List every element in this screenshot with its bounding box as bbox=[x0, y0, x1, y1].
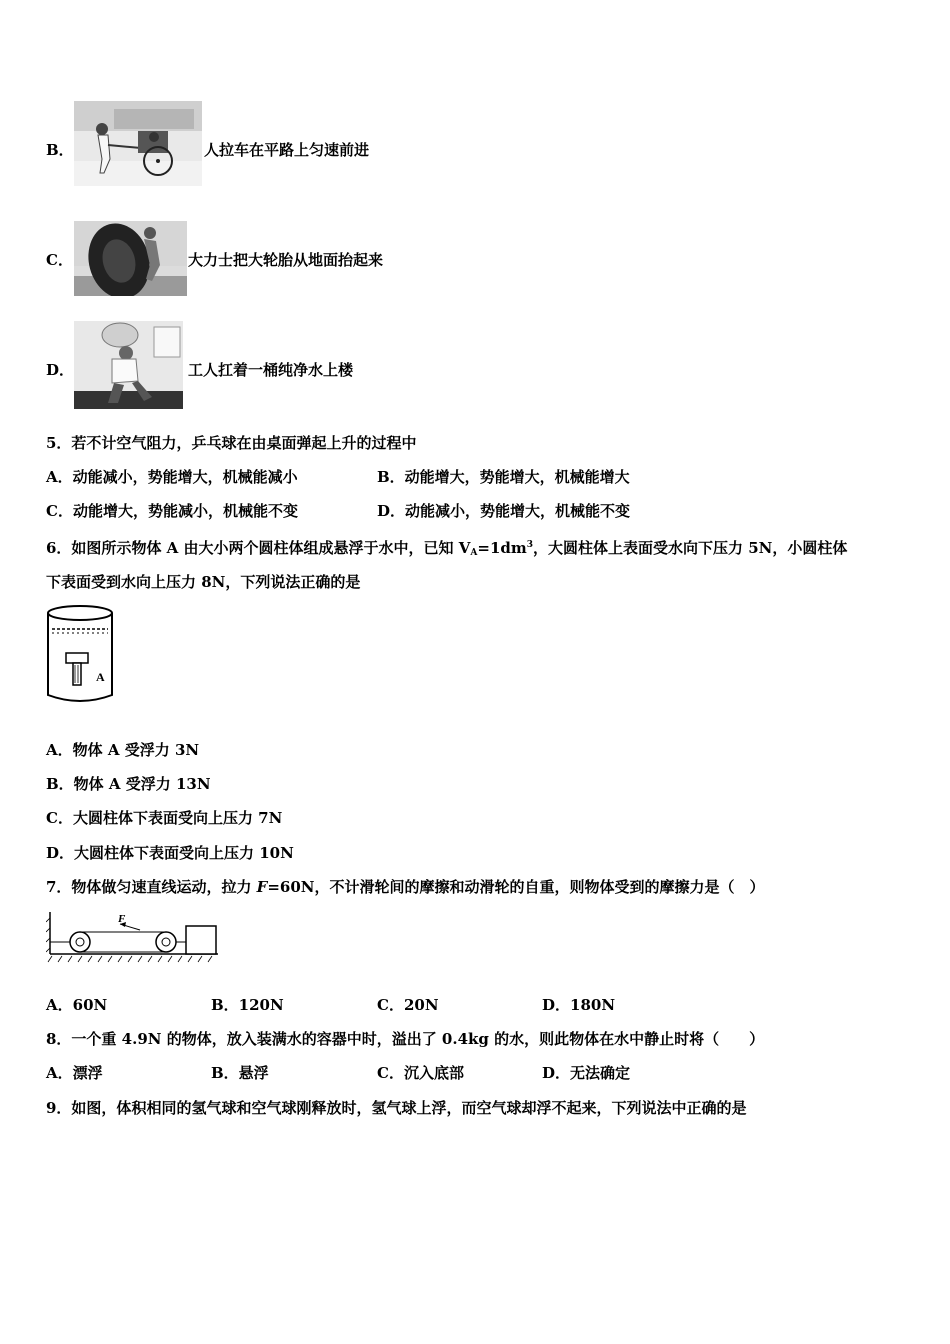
q6-stem-subscript: A bbox=[470, 548, 478, 558]
q8-option-a: A．漂浮 bbox=[46, 1064, 103, 1082]
q6-stem-part2: =1dm bbox=[477, 539, 527, 557]
q7-option-a: A．60N bbox=[46, 996, 108, 1014]
cylinder-label-a: A bbox=[96, 670, 105, 684]
q7-stem-part2: =60N，不计滑轮间的摩擦和动滑轮的自重，则物体受到的摩擦力是（ ） bbox=[267, 878, 765, 896]
q9-stem: 9．如图，体积相同的氢气球和空气球刚释放时，氢气球上浮，而空气球却浮不起来，下列说法中正确的是 bbox=[46, 1099, 747, 1117]
q5-option-b: B．动能增大，势能增大，机械能增大 bbox=[377, 468, 630, 486]
q6-option-d: D．大圆柱体下表面受向上压力 10N bbox=[46, 844, 294, 862]
q4-option-b-text: 人拉车在平路上匀速前进 bbox=[204, 141, 370, 159]
tire-lift-photo bbox=[74, 221, 187, 296]
q8-option-d: D．无法确定 bbox=[542, 1064, 631, 1082]
floating-cylinder-diagram bbox=[44, 603, 116, 707]
q6-option-c: C．大圆柱体下表面受向上压力 7N bbox=[46, 809, 283, 827]
q6-stem-part1: 6．如图所示物体 A 由大小两个圆柱体组成悬浮于水中，已知 V bbox=[46, 539, 471, 557]
q4-option-c-text: 大力士把大轮胎从地面抬起来 bbox=[188, 251, 384, 269]
q5-option-a: A．动能减小，势能增大，机械能减小 bbox=[46, 468, 298, 486]
q8-stem: 8．一个重 4.9N 的物体，放入装满水的容器中时，溢出了 0.4kg 的水，则此物体在水中静止时将（ ） bbox=[46, 1030, 765, 1048]
q7-option-c: C．20N bbox=[377, 996, 439, 1014]
q7-stem-part1: 7．物体做匀速直线运动，拉力 bbox=[46, 878, 257, 896]
force-label-f: F bbox=[118, 913, 126, 925]
q4-option-d-text: 工人扛着一桶纯净水上楼 bbox=[188, 361, 354, 379]
q5-stem: 5．若不计空气阻力，乒乓球在由桌面弹起上升的过程中 bbox=[46, 434, 417, 452]
q7-option-d: D．180N bbox=[542, 996, 616, 1014]
q6-stem-part3: ，大圆柱体上表面受水向下压力 5N，小圆柱体 bbox=[533, 539, 848, 557]
q6-stem-line1 bbox=[46, 535, 847, 563]
q5-option-d: D．动能减小，势能增大，机械能不变 bbox=[377, 502, 631, 520]
water-carry-photo bbox=[74, 321, 183, 409]
pulley-diagram bbox=[46, 908, 220, 966]
q4-option-b-letter: B． bbox=[46, 141, 74, 159]
q7-stem bbox=[46, 877, 765, 897]
q5-option-c: C．动能增大，势能减小，机械能不变 bbox=[46, 502, 298, 520]
q4-option-c-letter: C． bbox=[46, 251, 73, 269]
q6-option-b: B．物体 A 受浮力 13N bbox=[46, 775, 211, 793]
q6-option-a: A．物体 A 受浮力 3N bbox=[46, 741, 200, 759]
rickshaw-photo bbox=[74, 101, 202, 186]
q6-stem-superscript: 3 bbox=[526, 540, 534, 550]
q7-stem-force-symbol: F bbox=[256, 878, 268, 896]
q6-stem-line2: 下表面受到水向上压力 8N，下列说法正确的是 bbox=[46, 573, 361, 591]
q8-option-c: C．沉入底部 bbox=[377, 1064, 464, 1082]
q7-option-b: B．120N bbox=[211, 996, 284, 1014]
q8-option-b: B．悬浮 bbox=[211, 1064, 269, 1082]
q4-option-d-letter: D． bbox=[46, 361, 75, 379]
